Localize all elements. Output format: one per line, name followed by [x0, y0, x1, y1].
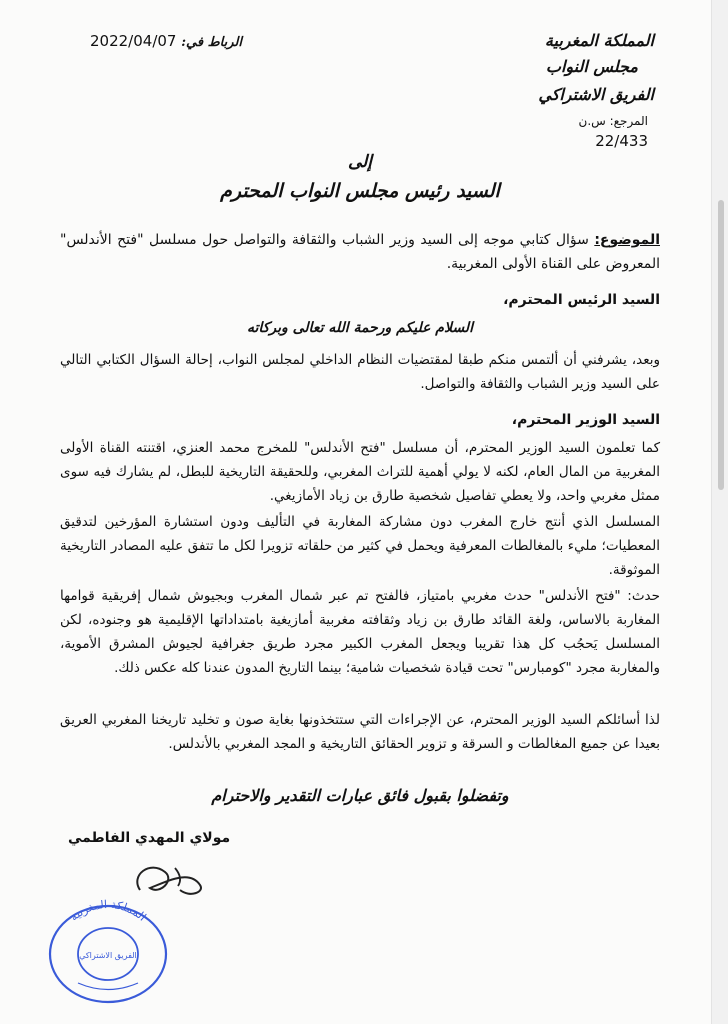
date-value: 2022/04/07 — [90, 32, 177, 50]
reference-number: 22/433 — [595, 132, 648, 150]
subject-text: سؤال كتابي موجه إلى السيد وزير الشباب والثقافة والتواصل حول مسلسل "فتح الأندلس" المعروض على القناة الأولى المغربية. — [60, 232, 660, 272]
greeting-line: السلام عليكم ورحمة الله تعالى وبركاته — [247, 320, 473, 336]
date-line — [90, 32, 242, 50]
scrollbar-thumb[interactable] — [718, 200, 724, 490]
salutation-minister: السيد الوزير المحترم، — [511, 412, 660, 428]
group-title: الفريق الاشتراكي — [538, 85, 654, 104]
signatory-name: مولاي المهدي الفاطمي — [68, 830, 231, 846]
vertical-scrollbar[interactable] — [711, 0, 728, 1024]
stamp-outer-text: المملكة المغربية — [67, 897, 149, 924]
kingdom-title: المملكة المغربية — [544, 31, 654, 50]
addressee-name: السيد رئيس مجلس النواب المحترم — [220, 180, 500, 202]
intro-paragraph: وبعد، يشرفني أن ألتمس منكم طبقا لمقتضيات النظام الداخلي لمجلس النواب، إحالة السؤال الكتابي التالي على السيد وزير الشباب والثقافة والتواصل. — [60, 352, 660, 392]
official-stamp — [38, 888, 178, 1008]
body-paragraph-1: كما تعلمون السيد الوزير المحترم، أن مسلسل "فتح الأندلس" للمخرج محمد العنزي، اقتنته القناة الأولى المغربية من المال العام، لكنه لا يولي أهمية للتراث المغربي، وللحقيقة التاريخية للبطل، لم يشارك فيه سوى ممثل مغربي واحد، ولا يعطي تفاصيل شخصية طارق بن زياد الأمازيغي. — [60, 440, 660, 504]
body-paragraph-4: لذا أسائلكم السيد الوزير المحترم، عن الإجراءات التي ستتخذونها بغاية صون و تخليد تاريخنا المغربي العريق بعيدا عن جميع المغالطات و السرقة و تزوير الحقائق التاريخية و المجد المغربي بالأندلس. — [60, 712, 660, 752]
closing-line: وتفضلوا بقبول فائق عبارات التقدير والاحترام — [211, 786, 509, 805]
parliament-title: مجلس النواب — [545, 57, 638, 76]
salutation-president: السيد الرئيس المحترم، — [503, 292, 660, 308]
stamp-inner-text: الفريق الاشتراكي — [79, 951, 137, 960]
subject-label: الموضوع: — [594, 232, 660, 248]
body-paragraph-2: المسلسل الذي أنتج خارج المغرب دون مشاركة المغاربة في التأليف ودون استشارة المؤرخين لتدقيق المعطيات؛ مليء بالمغالطات المعرفية ويحمل في كثير من حلقاته تزويرا لكل ما تتفق عليه المصادر التاريخية الموثوقة. — [60, 514, 660, 578]
subject-block — [60, 228, 660, 276]
svg-text:المملكة المغربية — [68, 898, 149, 924]
reference-label: المرجع: س.ن — [578, 114, 648, 128]
addressee-to: إلى — [347, 152, 373, 172]
body-paragraph-3: حدث: "فتح الأندلس" حدث مغربي بامتياز، فالفتح تم عبر شمال المغرب وبجيوش شمال إفريقية قوامها المغاربة بالاساس، ولغة القائد طارق بن زياد وثقافته مغربية أمازيغية بامتداداتها الإقليمية هو وجنوده، لكن المسلسل يَحجُب كل هذا تقريبا ويجعل المغرب الكبير مجرد طريق جغرافية لجيوش المشرق الأموية، والمغاربة مجرد "كومبارس" تحت قيادة شخصيات شامية؛ بينما التاريخ المدون عندنا كله عكس ذلك. — [60, 588, 660, 676]
date-label: الرباط في: — [181, 35, 242, 50]
